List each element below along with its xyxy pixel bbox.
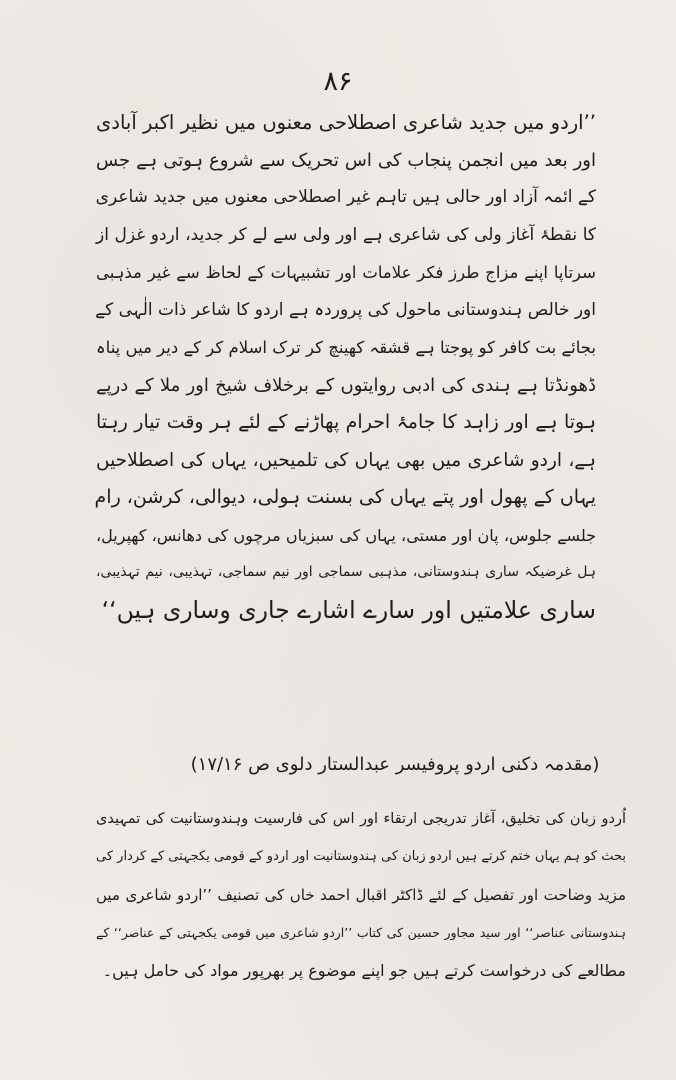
- quote-line: ہے، اردو شاعری میں بھی یہاں کی تلمیحیں، یہاں کی اصطلاحیں: [96, 449, 596, 471]
- paragraph-line: بحث کو ہم یہاں ختم کرتے ہیں اردو زبان کی ہندوستانیت اور اردو کے قومی یکجہتی کے کردار کی: [96, 849, 626, 864]
- quote-line: اور خالص ہندوستانی ماحول کی پروردہ ہے اردو کا شاعر ذات الٰہی کے: [95, 299, 596, 320]
- quote-line: بجائے بت کافر کو پوجتا ہے قشقہ کھینچ کر ترک اسلام کر کے دیر میں پناہ: [96, 338, 596, 357]
- paragraph-line: ہندوستانی عناصر‘‘ اور سید مجاور حسین کی کتاب ’’اردو شاعری میں قومی یکجہتی کے عناصر‘‘ کے: [96, 925, 626, 940]
- page-number: ۸۶: [323, 66, 353, 97]
- quote-line: یہاں کے پھول اور پتے یہاں کی بسنت ہولی، دیوالی، کرشن، رام: [94, 486, 596, 508]
- quote-line: کے ائمہ آزاد اور حالی ہیں تاہم غیر اصطلاحی معنوں میں جدید شاعری: [95, 187, 596, 207]
- quote-line: اور بعد میں انجمن پنجاب کی اس تحریک سے شروع ہوتی ہے جس: [96, 149, 596, 171]
- quote-line: ساری علامتیں اور سارے اشارے جاری وساری ہیں‘‘: [101, 595, 596, 624]
- paragraph-line: اُردو زبان کی تخلیق، آغاز تدریجی ارتقاء اور اس کی فارسیت وہندوستانیت کی تمہیدی: [96, 811, 626, 827]
- quote-line: ’’اردو میں جدید شاعری اصطلاحی معنوں میں نظیر اکبر آبادی: [96, 111, 596, 134]
- quote-line: کا نقطۂ آغاز ولی کی شاعری ہے اور ولی سے لے کر جدید، اردو غزل از: [96, 224, 596, 245]
- quote-line: ڈھونڈتا ہے ہندی کی ادبی روایتوں کے برخلاف شیخ اور ملا کے درپے: [96, 374, 596, 396]
- paragraph-line: مطالعے کی درخواست کرتے ہیں جو اپنے موضوع پر بھرپور مواد کی حامل ہیں۔: [102, 961, 626, 980]
- quotation-block: [96, 104, 596, 629]
- quote-line: جلسے جلوس، پان اور مستی، یہاں کی سبزیاں مرچوں کی دھانس، کھپریل،: [96, 525, 596, 545]
- paragraph-line: مزید وضاحت اور تفصیل کے لئے ڈاکٹر اقبال احمد خاں کی تصنیف ’’اردو شاعری میں: [96, 886, 626, 904]
- body-paragraph: [96, 800, 626, 990]
- quote-line: ہل غرضیکہ ساری ہندوستانی، مذہبی سماجی اور نیم سماجی، تہذیبی، نیم تہذیبی،: [96, 564, 596, 580]
- quote-line: سرتاپا اپنے مزاج طرز فکر علامات اور تشبیہات کے لحاظ سے غیر مذہبی: [96, 263, 596, 282]
- quote-citation: (مقدمہ دکنی اردو پروفیسر عبدالستار دلوی ص ۱۷/۱۶): [190, 754, 600, 775]
- quote-line: ہوتا ہے اور زاہد کا جامۂ احرام پھاڑنے کے لئے ہر وقت تیار رہتا: [96, 411, 596, 433]
